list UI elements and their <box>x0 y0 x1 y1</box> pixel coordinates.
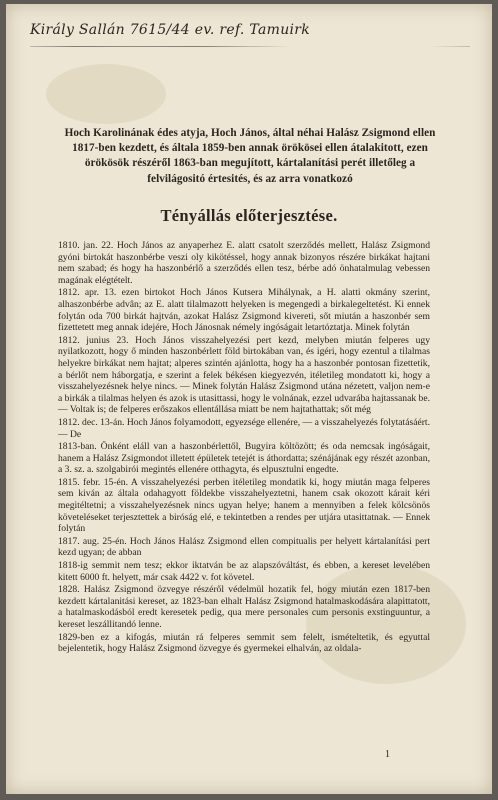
document-heading: Hoch Karolinának édes atyja, Hoch János, által néhai Halász Zsigmond ellen 1817-ben kezdett, és általa 1859-ben annak örökösei ellen átalakitott, ezen örökösök részéről 1863-ban megujított, kártalanítási perét illetőleg a felvilágositó értesités, és az arra vonatkozó <box>64 127 436 185</box>
handwritten-underline <box>30 46 470 47</box>
chronology-entry: 1817. aug. 25-én. Hoch János Halász Zsigmond ellen compitualis per helyett kártalanítási pert kezd ugyan; de abban <box>58 535 430 559</box>
chronology-entry: 1829-ben ez a kifogás, miután rá felperes semmit sem felelt, ismételtetik, és egyuttal bejelentetik, hogy Halász Zsigmond özvegye és gyermekei elhalván, az oldala- <box>58 631 430 655</box>
chronology-entry: 1813-ban. Önként eláll van a haszonbérlettől, Bugyira költözött; és oda nemcsak ingóságait, hanem a Halász Zsigmondot illetett épületek tetejét is áthordatta; szénájának egy részét azonban, a 3. sz. a. szolgabirói megintés ellenére otthagyta, és elpusztulni engedte. <box>58 441 430 476</box>
chronology-entry: 1818-ig semmit nem tesz; ekkor iktatván be az alapszóváltást, és ebben, a kereset levelében kitett 6000 ft. helyett, már csak 4422 v. fot követel. <box>58 560 430 583</box>
chronology-entry: 1812. apr. 13. ezen birtokot Hoch János Kutsera Mihálynak, a H. alatti okmány szerint, alhaszonbérbe advân; az E. alatt tilalmazott helyeken is megengedi a birkalegeltetést. Ki ennek folytán oda 700 birkát hajtván, azokat Halász Zsigmond kivereti, sőt miután a haszonbér sem fizettetett meg annak idejére, Hoch Jánosnak némely ingóságait letartóztatja. Minek folytán <box>58 287 430 334</box>
document-page <box>6 4 492 794</box>
chronology-entry: 1810. jan. 22. Hoch János az anyaperhez E. alatt csatolt szerződés mellett, Halász Zsigmond gyóni birtokát haszonbérbe veszi oly kikötéssel, hogy annak bizonyos részére birkákat hajtani nem szabad; és hogy ha haszonbérlő a szerződés ellen tesz, bérbe adó önhatalmulag vebessen magának elégtételt. <box>58 240 430 286</box>
handwritten-annotation <box>30 22 470 52</box>
paper-stain <box>46 64 166 124</box>
chronology-entry: 1812. dec. 13-án. Hoch János folyamodott, egyezsége ellenére, — a visszahelyezés folytatásáért. — De <box>58 416 430 440</box>
page-number: 1 <box>385 749 390 760</box>
chronology-entry: 1812. junius 23. Hoch János visszahelyezési pert kezd, melyben miután felperes ugy nyilatkozott, hogy ő minden haszonbérlett föld birtokában van, és igéri, hogy ezentul a tilalmas helyekre birkákat nem hajtat; alperes szintén ajánlotta, hogy ha a haszonbér pontosan fizettetik, a bérlőt nem háborgatja, e szerint a felek békésen kiegyezvén, itéletileg mondatott ki, hogy a visszahelyezésnek helye nincs. — Minek folytán Halász Zsigmond utána nézetett, valjon nem-e a birkák a tilalmas helyen és azok is utasittassi, hogy le volnának, ezzel udvarába hajtassanak be. — Voltak is; de felperes erőszakos ellentállása miatt be nem hajtathattak; sőt még <box>58 334 430 416</box>
chronology-list <box>58 240 430 656</box>
chronology-entry: 1828. Halász Zsigmond özvegye részéről védelmül hozatik fel, hogy miután ezen 1817-ben kezdett kártalanitási kereset, az 1823-ban elhalt Halász Zsigmond hatalmaskodására alapittatott, a hatalmaskodásból eredt keresetek pedig, qua mere personales cum personis exstinguuntur, a kereset leszállitandó lenne. <box>58 584 430 630</box>
chronology-entry: 1815. febr. 15-én. A visszahelyezési perben itéletileg mondatik ki, hogy miután maga felperes sem kiván az általa odahagyott földekbe visszahelyeztetni, hanem csak okozott kárait kéri megitéltetni; a visszahelyezésnek nincs ugyan helye; hanem a mennyiben a felek kölcsönös követeléseket terjesztettek a biróság elé, e tekintetben a rendes per utjára utasittatnak. — Ennek folytán <box>58 476 430 535</box>
document-subtitle: Tényállás előterjesztése. <box>160 206 338 225</box>
handwritten-note: Király Sallán 7615/44 ev. ref. Tamuirk <box>30 22 311 38</box>
